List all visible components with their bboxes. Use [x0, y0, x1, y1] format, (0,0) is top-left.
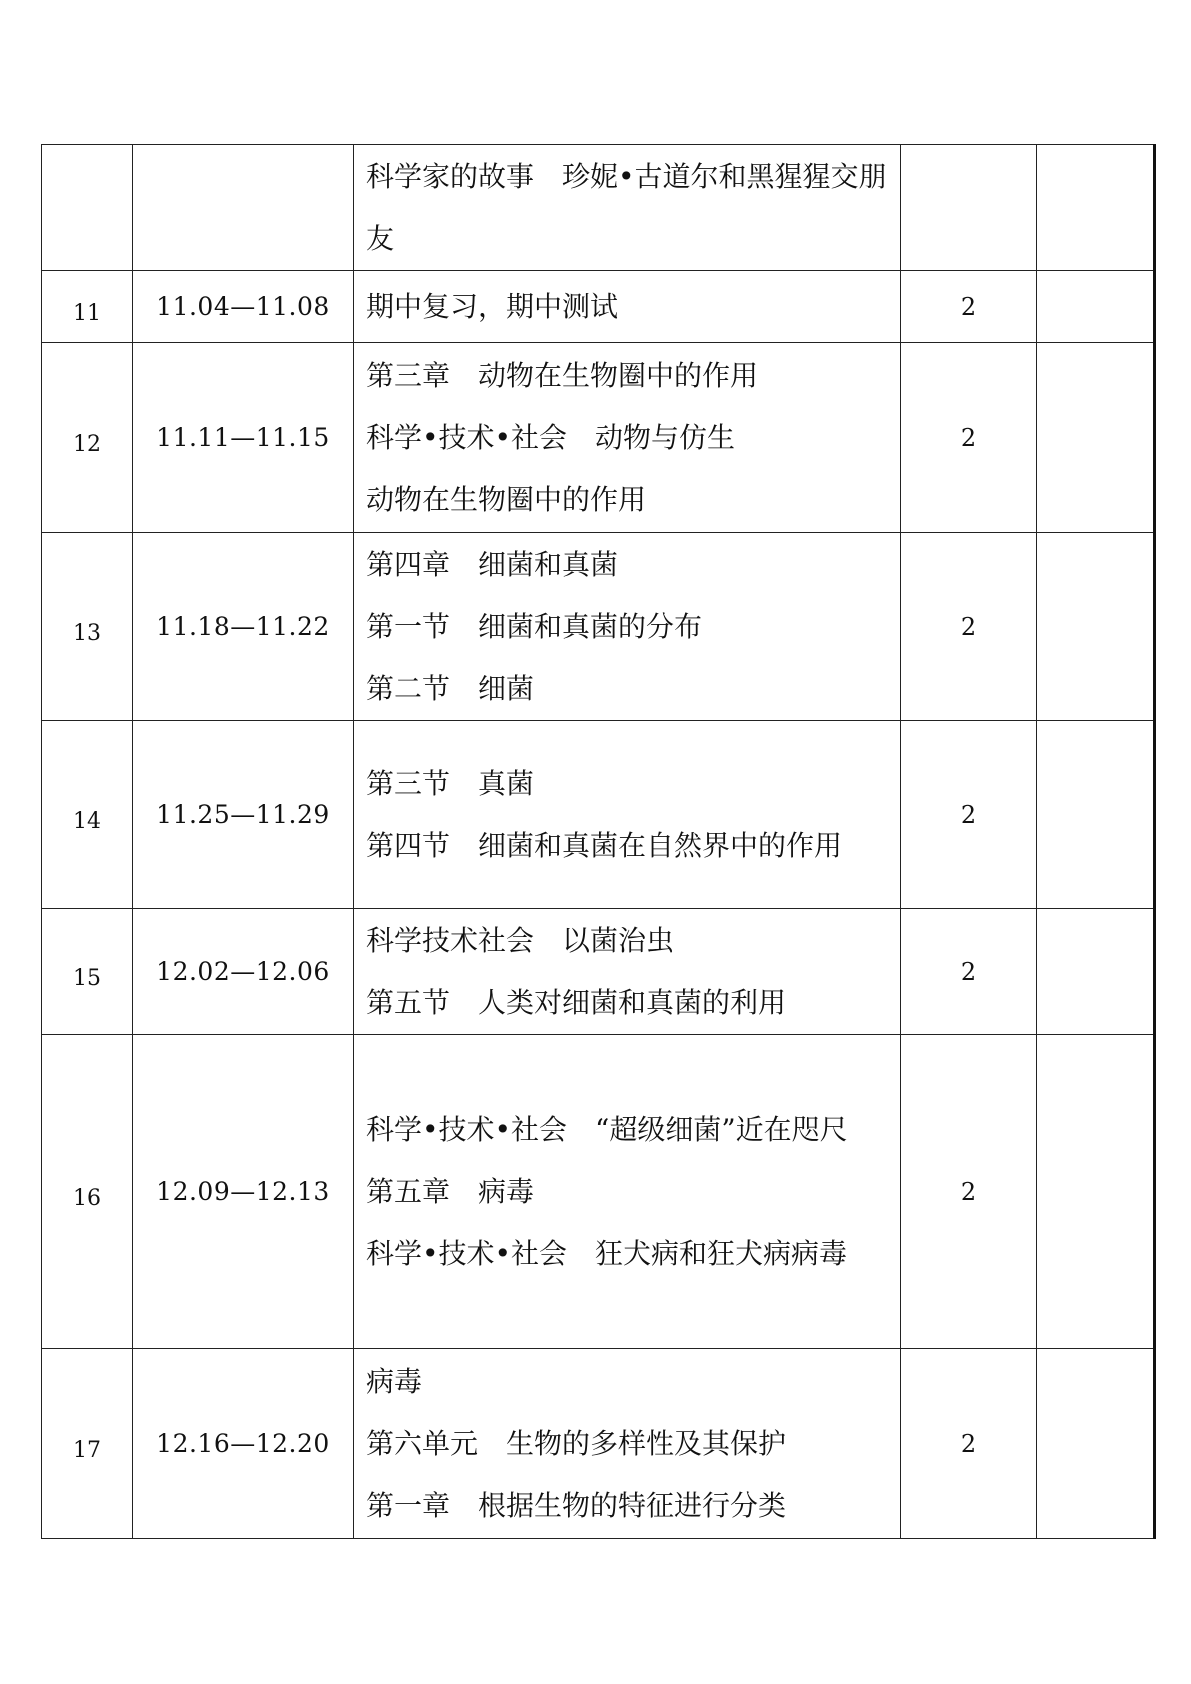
content-line: 第四章 细菌和真菌 — [366, 547, 619, 581]
week-cell — [42, 1035, 133, 1349]
content-cell — [354, 721, 901, 909]
table-row — [42, 271, 1155, 343]
week-number: 12 — [73, 432, 101, 457]
date-range-cell: 11.25—11.29 — [133, 721, 354, 909]
content-line: 第五节 人类对细菌和真菌的利用 — [366, 985, 787, 1019]
hours-cell: 2 — [901, 1349, 1037, 1539]
content-line: 科学•技术•社会 动物与仿生 — [366, 420, 736, 454]
date-range-cell: 12.02—12.06 — [133, 909, 354, 1035]
content-line: 第三节 真菌 — [366, 766, 535, 800]
table-row — [42, 1349, 1155, 1539]
hours-cell: 2 — [901, 909, 1037, 1035]
hours-cell: 2 — [901, 343, 1037, 533]
content-line: 第二节 细菌 — [366, 671, 535, 705]
content-line: 科学•技术•社会 狂犬病和狂犬病病毒 — [366, 1236, 848, 1270]
table-row — [42, 909, 1155, 1035]
hours-cell: 2 — [901, 721, 1037, 909]
note-cell — [1037, 533, 1155, 721]
content-line: 科学家的故事 珍妮•古道尔和黑猩猩交朋友 — [366, 159, 887, 255]
note-cell — [1037, 271, 1155, 343]
content-line: 科学技术社会 以菌治虫 — [366, 923, 675, 957]
table-row — [42, 721, 1155, 909]
content-cell — [354, 1349, 901, 1539]
hours-cell: 2 — [901, 533, 1037, 721]
content-line: 动物在生物圈中的作用 — [366, 482, 647, 516]
content-line: 第一节 细菌和真菌的分布 — [366, 609, 703, 643]
week-cell — [42, 533, 133, 721]
week-cell — [42, 721, 133, 909]
hours-cell: 2 — [901, 271, 1037, 343]
date-range-cell: 12.16—12.20 — [133, 1349, 354, 1539]
week-number: 15 — [73, 966, 101, 991]
note-cell — [1037, 909, 1155, 1035]
content-line: 第三章 动物在生物圈中的作用 — [366, 358, 759, 392]
note-cell — [1037, 721, 1155, 909]
date-range-cell: 12.09—12.13 — [133, 1035, 354, 1349]
table-row — [42, 1035, 1155, 1349]
content-cell — [354, 533, 901, 721]
content-cell — [354, 343, 901, 533]
week-cell — [42, 271, 133, 343]
table-row — [42, 533, 1155, 721]
week-number: 13 — [73, 621, 101, 646]
week-number: 14 — [73, 809, 101, 834]
note-cell — [1037, 1349, 1155, 1539]
week-cell — [42, 145, 133, 271]
content-line: 第四节 细菌和真菌在自然界中的作用 — [366, 828, 843, 862]
content-cell — [354, 271, 901, 343]
content-line: 科学•技术•社会 “超级细菌”近在咫尺 — [366, 1112, 848, 1146]
hours-cell — [901, 145, 1037, 271]
date-range-cell: 11.11—11.15 — [133, 343, 354, 533]
content-line: 期中复习，期中测试 — [366, 289, 619, 323]
date-range-cell: 11.18—11.22 — [133, 533, 354, 721]
date-range-cell — [133, 145, 354, 271]
note-cell — [1037, 1035, 1155, 1349]
note-cell — [1037, 343, 1155, 533]
content-cell — [354, 145, 901, 271]
content-line: 第六单元 生物的多样性及其保护 — [366, 1426, 787, 1460]
note-cell — [1037, 145, 1155, 271]
week-number — [42, 201, 132, 215]
table-row — [42, 145, 1155, 271]
hours-cell: 2 — [901, 1035, 1037, 1349]
content-line: 第一章 根据生物的特征进行分类 — [366, 1488, 787, 1522]
date-range-cell: 11.04—11.08 — [133, 271, 354, 343]
week-number: 11 — [73, 301, 101, 326]
content-cell — [354, 1035, 901, 1349]
table-row — [42, 343, 1155, 533]
week-cell — [42, 909, 133, 1035]
week-cell — [42, 1349, 133, 1539]
teaching-schedule-table — [41, 144, 1156, 1539]
content-line: 第五章 病毒 — [366, 1174, 535, 1208]
content-line: 病毒 — [366, 1364, 423, 1398]
content-cell — [354, 909, 901, 1035]
week-number: 16 — [73, 1186, 101, 1211]
week-number: 17 — [73, 1438, 101, 1463]
week-cell — [42, 343, 133, 533]
